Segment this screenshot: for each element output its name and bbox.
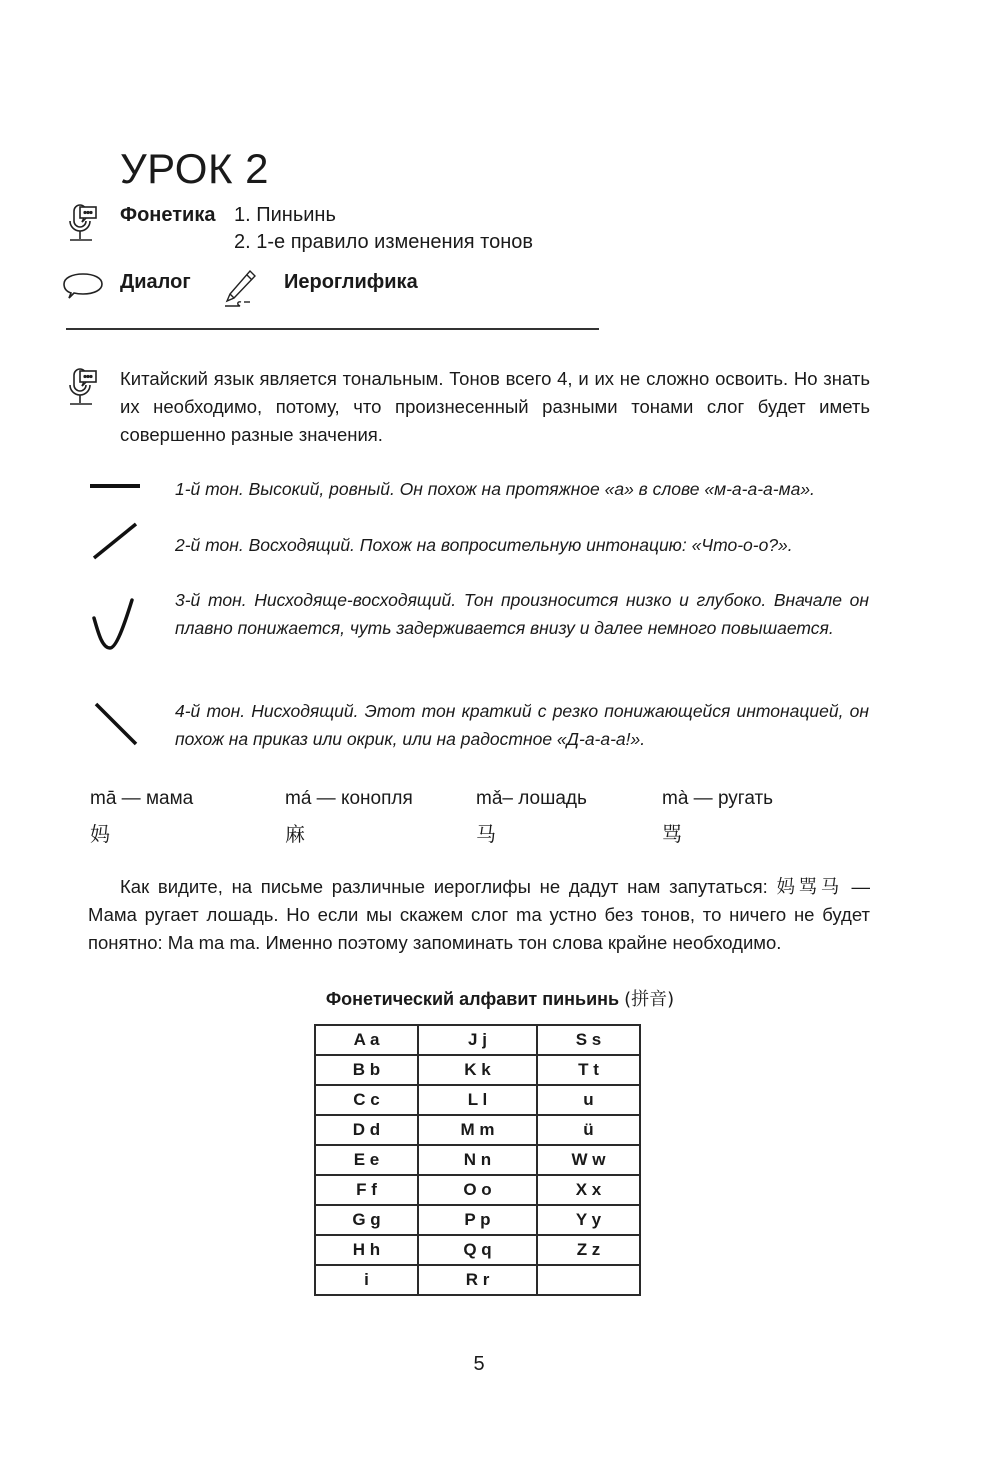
table-row [315, 1055, 640, 1085]
table-cell: R r [418, 1265, 537, 1295]
explanation-text: Как видите, на письме различные иероглифы не дадут нам запутаться: 妈骂马 — Мама ругает лошадь. Но если мы скажем слог ma устно без тонов, то ничего не будет понятно: Ma ma ma. Именно поэтому запоминать тон слова крайне необходимо. [88, 876, 870, 953]
alphabet-caption [0, 985, 1000, 1011]
table-cell: Q q [418, 1235, 537, 1265]
table-cell [537, 1265, 640, 1295]
table-cell: B b [315, 1055, 418, 1085]
tone-3-dipping-mark-icon [90, 596, 136, 654]
tone-2-rising-mark-icon [90, 520, 140, 562]
table-row [315, 1085, 640, 1115]
section-divider [66, 328, 599, 330]
table-cell: D d [315, 1115, 418, 1145]
table-cell: C c [315, 1085, 418, 1115]
table-row [315, 1235, 640, 1265]
table-cell: N n [418, 1145, 537, 1175]
table-cell: F f [315, 1175, 418, 1205]
microphone-speech-icon [66, 203, 100, 243]
table-cell: O o [418, 1175, 537, 1205]
table-cell: M m [418, 1115, 537, 1145]
toc-phonetics-item-1: 1. Пиньинь [234, 204, 336, 226]
table-row [315, 1025, 640, 1055]
table-cell: J j [418, 1025, 537, 1055]
tone-2-description: 2-й тон. Восходящий. Похож на вопросительную интонацию: «Что-о-о?». [175, 535, 793, 555]
example-hanzi-1: 妈 [90, 822, 110, 846]
table-cell: K k [418, 1055, 537, 1085]
example-pinyin-3: mǎ– лошадь [476, 788, 587, 809]
table-cell: u [537, 1085, 640, 1115]
pen-writing-icon [222, 268, 262, 310]
intro-paragraph: Китайский язык является тональным. Тонов всего 4, и их не сложно освоить. Но знать их необходимо, потому, что произнесенный разными тонами слог будет иметь совершенно разные значения. [120, 368, 870, 445]
table-cell: E e [315, 1145, 418, 1175]
table-cell: W w [537, 1145, 640, 1175]
tone-1-description: 1-й тон. Высокий, ровный. Он похож на протяжное «а» в слове «м-а-а-а-ма». [175, 479, 815, 499]
table-cell: Y y [537, 1205, 640, 1235]
microphone-speech-icon [66, 367, 100, 407]
toc-hieroglyphics-label: Иероглифика [284, 271, 418, 293]
table-cell: H h [315, 1235, 418, 1265]
table-cell: Z z [537, 1235, 640, 1265]
table-cell: X x [537, 1175, 640, 1205]
example-pinyin-4: mà — ругать [662, 788, 774, 809]
table-cell: G g [315, 1205, 418, 1235]
table-cell: i [315, 1265, 418, 1295]
example-pinyin-1: mā — мама [90, 788, 194, 809]
table-cell: S s [537, 1025, 640, 1055]
table-row [315, 1205, 640, 1235]
example-hanzi-2: 麻 [285, 822, 305, 846]
pinyin-alphabet-table [314, 1024, 641, 1296]
alphabet-caption-text: Фонетический алфавит пиньинь [325, 989, 620, 1009]
toc-dialog-label: Диалог [120, 271, 191, 293]
tone-1-flat-mark-icon [88, 480, 144, 492]
speech-bubble-icon [63, 273, 103, 301]
table-cell: P p [418, 1205, 537, 1235]
tone-3-description: 3-й тон. Нисходяще-восходящий. Тон произносится низко и глубоко. Вначале он плавно понижается, чуть задерживается внизу и далее немного повышается. [175, 590, 869, 638]
example-hanzi-3: 马 [476, 822, 496, 846]
page-number: 5 [473, 1353, 485, 1375]
explanation-paragraph [88, 873, 870, 957]
example-pinyin-2: má — конопля [285, 788, 413, 809]
toc-phonetics-label: Фонетика [120, 204, 216, 226]
tone-4-description: 4-й тон. Нисходящий. Этот тон краткий с резко понижающейся интонацией, он похож на приказ или окрик, или на радостное «Д-а-а-а!». [175, 701, 869, 749]
example-hanzi-4: 骂 [662, 822, 682, 846]
lesson-title: УРОК 2 [120, 145, 269, 192]
toc-phonetics-item-2: 2. 1-е правило изменения тонов [234, 231, 533, 253]
table-cell: L l [418, 1085, 537, 1115]
table-cell: A a [315, 1025, 418, 1055]
table-cell: ü [537, 1115, 640, 1145]
tone-4-falling-mark-icon [92, 700, 140, 748]
table-row [315, 1175, 640, 1205]
alphabet-caption-chinese: (拼音) [624, 989, 675, 1010]
table-cell: T t [537, 1055, 640, 1085]
table-row [315, 1115, 640, 1145]
table-row [315, 1145, 640, 1175]
table-row [315, 1265, 640, 1295]
